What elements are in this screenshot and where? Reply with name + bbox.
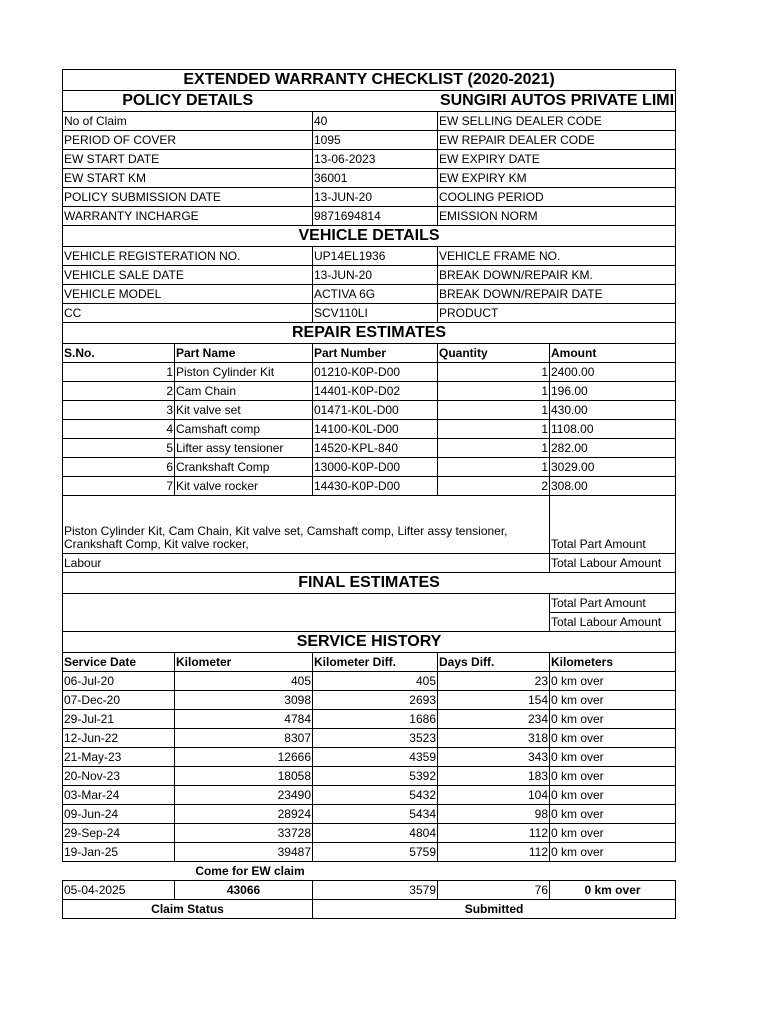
policy-heading: POLICY DETAILS [63,91,313,112]
service-row [63,843,676,862]
final-total-labour-label: Total Labour Amount [550,613,676,632]
part-quantity: 2 [438,477,550,496]
final-blank [63,613,550,632]
detail-row [63,188,676,207]
service-days-diff: 23 [438,672,550,691]
service-km-over: 0 km over [550,786,676,805]
field-label: PERIOD OF COVER [63,131,313,150]
section-heading-row [63,573,676,594]
part-quantity: 1 [438,458,550,477]
part-amount: 282.00 [550,439,676,458]
field-label-secondary: EW EXPIRY DATE [438,150,676,169]
service-km: 405 [175,672,313,691]
repair-row [63,363,676,382]
part-amount: 308.00 [550,477,676,496]
column-header: Part Number [313,344,438,363]
part-name: Kit valve rocker [175,477,313,496]
section-heading-row [63,226,676,247]
claim-status-row [63,900,676,919]
field-label: EW START DATE [63,150,313,169]
column-header: Kilometer Diff. [313,653,438,672]
field-value: 13-JUN-20 [313,188,438,207]
detail-row [63,207,676,226]
service-km: 4784 [175,710,313,729]
part-number: 14401-K0P-D02 [313,382,438,401]
service-row [63,786,676,805]
service-days-diff: 234 [438,710,550,729]
column-header: Kilometer [175,653,313,672]
field-label: POLICY SUBMISSION DATE [63,188,313,207]
part-sno: 7 [63,477,175,496]
part-name: Cam Chain [175,382,313,401]
service-km-over: 0 km over [550,748,676,767]
service-date: 19-Jan-25 [63,843,175,862]
field-label: WARRANTY INCHARGE [63,207,313,226]
detail-row [63,266,676,285]
dealer-name: SUNGIRI AUTOS PRIVATE LIMI [313,91,676,112]
service-km: 18058 [175,767,313,786]
part-amount: 1108.00 [550,420,676,439]
repair-row [63,382,676,401]
part-number: 13000-K0P-D00 [313,458,438,477]
service-row [63,691,676,710]
column-header: S.No. [63,344,175,363]
parts-summary-text: Piston Cylinder Kit, Cam Chain, Kit valve set, Camshaft comp, Lifter assy tensioner, Crankshaft Comp, Kit valve rocker, [64,524,508,551]
service-km-diff: 3523 [313,729,438,748]
repair-row [63,458,676,477]
field-value: SCV110LI [313,304,438,323]
field-value: UP14EL1936 [313,247,438,266]
part-amount: 2400.00 [550,363,676,382]
claim-km-over: 0 km over [550,881,676,900]
service-row [63,805,676,824]
service-date: 03-Mar-24 [63,786,175,805]
service-km-over: 0 km over [550,824,676,843]
service-header-row [63,653,676,672]
service-km: 23490 [175,786,313,805]
service-km-diff: 1686 [313,710,438,729]
part-sno: 5 [63,439,175,458]
field-label-secondary: EW SELLING DEALER CODE [438,112,676,131]
service-days-diff: 318 [438,729,550,748]
service-km-over: 0 km over [550,691,676,710]
field-value: 40 [313,112,438,131]
column-header: Kilometers [550,653,676,672]
service-days-diff: 104 [438,786,550,805]
service-km: 12666 [175,748,313,767]
service-row [63,710,676,729]
part-sno: 1 [63,363,175,382]
final-heading: FINAL ESTIMATES [63,573,676,594]
service-km-diff: 4804 [313,824,438,843]
field-value: 13-06-2023 [313,150,438,169]
field-label-secondary: EW EXPIRY KM [438,169,676,188]
service-km-diff: 2693 [313,691,438,710]
column-header: Amount [550,344,676,363]
claim-km: 43066 [175,881,313,900]
total-part-label: Total Part Amount [550,496,676,554]
field-label-secondary: EW REPAIR DEALER CODE [438,131,676,150]
service-date: 29-Sep-24 [63,824,175,843]
claim-date: 05-04-2025 [63,881,175,900]
field-label: VEHICLE SALE DATE [63,266,313,285]
repair-row [63,420,676,439]
field-label: CC [63,304,313,323]
service-km-diff: 5759 [313,843,438,862]
warranty-checklist-sheet [62,69,675,919]
parts-summary-row [63,496,676,554]
total-labour-label: Total Labour Amount [550,554,676,573]
repair-row [63,401,676,420]
claim-km-diff: 3579 [313,881,438,900]
field-value: ACTIVA 6G [313,285,438,304]
service-km: 39487 [175,843,313,862]
service-km: 33728 [175,824,313,843]
field-label-secondary: VEHICLE FRAME NO. [438,247,676,266]
detail-row [63,169,676,188]
field-label: No of Claim [63,112,313,131]
section-heading-row [63,632,676,653]
detail-row [63,131,676,150]
part-amount: 430.00 [550,401,676,420]
service-row [63,729,676,748]
part-number: 14100-K0L-D00 [313,420,438,439]
field-label-secondary: PRODUCT [438,304,676,323]
service-row [63,824,676,843]
part-quantity: 1 [438,382,550,401]
part-number: 01210-K0P-D00 [313,363,438,382]
part-quantity: 1 [438,401,550,420]
service-date: 07-Dec-20 [63,691,175,710]
service-km-diff: 5392 [313,767,438,786]
service-km-over: 0 km over [550,843,676,862]
service-days-diff: 98 [438,805,550,824]
part-amount: 3029.00 [550,458,676,477]
claim-caption-row [63,862,676,881]
part-sno: 6 [63,458,175,477]
repair-row [63,439,676,458]
part-number: 14430-K0P-D00 [313,477,438,496]
field-label-secondary: BREAK DOWN/REPAIR DATE [438,285,676,304]
part-name: Camshaft comp [175,420,313,439]
field-value: 36001 [313,169,438,188]
detail-row [63,304,676,323]
column-header: Quantity [438,344,550,363]
service-date: 21-May-23 [63,748,175,767]
claim-status-value: Submitted [313,900,676,919]
service-date: 29-Jul-21 [63,710,175,729]
repair-heading: REPAIR ESTIMATES [63,323,676,344]
field-label-secondary: EMISSION NORM [438,207,676,226]
checklist-table [62,69,676,919]
service-days-diff: 343 [438,748,550,767]
claim-caption: Come for EW claim [195,864,305,878]
service-row [63,748,676,767]
field-label-secondary: BREAK DOWN/REPAIR KM. [438,266,676,285]
service-row [63,767,676,786]
service-km-diff: 5434 [313,805,438,824]
service-km-diff: 4359 [313,748,438,767]
part-number: 14520-KPL-840 [313,439,438,458]
part-sno: 4 [63,420,175,439]
blank-cell [438,862,550,881]
service-row [63,672,676,691]
service-date: 12-Jun-22 [63,729,175,748]
blank-cell [550,862,676,881]
part-name: Piston Cylinder Kit [175,363,313,382]
claim-days-diff: 76 [438,881,550,900]
service-km-over: 0 km over [550,672,676,691]
section-heading-row [63,323,676,344]
field-value: 1095 [313,131,438,150]
claim-status-label: Claim Status [63,900,313,919]
column-header: Days Diff. [438,653,550,672]
parts-summary [63,496,550,554]
column-header: Service Date [63,653,175,672]
service-km-diff: 5432 [313,786,438,805]
part-sno: 2 [63,382,175,401]
field-value: 13-JUN-20 [313,266,438,285]
field-value: 9871694814 [313,207,438,226]
final-row [63,613,676,632]
detail-row [63,247,676,266]
repair-row [63,477,676,496]
service-km-over: 0 km over [550,729,676,748]
service-km: 3098 [175,691,313,710]
part-sno: 3 [63,401,175,420]
part-number: 01471-K0L-D00 [313,401,438,420]
service-km-over: 0 km over [550,710,676,729]
part-name: Crankshaft Comp [175,458,313,477]
service-km: 28924 [175,805,313,824]
part-name: Kit valve set [175,401,313,420]
field-label-secondary: COOLING PERIOD [438,188,676,207]
final-row [63,594,676,613]
field-label: VEHICLE REGISTERATION NO. [63,247,313,266]
sheet-title: EXTENDED WARRANTY CHECKLIST (2020-2021) [63,70,676,91]
part-quantity: 1 [438,439,550,458]
claim-row [63,881,676,900]
service-days-diff: 112 [438,843,550,862]
service-km: 8307 [175,729,313,748]
part-amount: 196.00 [550,382,676,401]
service-days-diff: 183 [438,767,550,786]
part-quantity: 1 [438,420,550,439]
column-header: Part Name [175,344,313,363]
labour-label: Labour [63,554,550,573]
detail-row [63,150,676,169]
vehicle-heading: VEHICLE DETAILS [63,226,676,247]
final-total-part-label: Total Part Amount [550,594,676,613]
field-label: VEHICLE MODEL [63,285,313,304]
service-days-diff: 154 [438,691,550,710]
service-date: 09-Jun-24 [63,805,175,824]
detail-row [63,112,676,131]
service-date: 20-Nov-23 [63,767,175,786]
part-name: Lifter assy tensioner [175,439,313,458]
service-km-over: 0 km over [550,805,676,824]
final-blank [63,594,550,613]
service-heading: SERVICE HISTORY [63,632,676,653]
service-km-over: 0 km over [550,767,676,786]
part-quantity: 1 [438,363,550,382]
repair-header-row [63,344,676,363]
service-km-diff: 405 [313,672,438,691]
service-date: 06-Jul-20 [63,672,175,691]
labour-row [63,554,676,573]
detail-row [63,285,676,304]
service-days-diff: 112 [438,824,550,843]
field-label: EW START KM [63,169,313,188]
